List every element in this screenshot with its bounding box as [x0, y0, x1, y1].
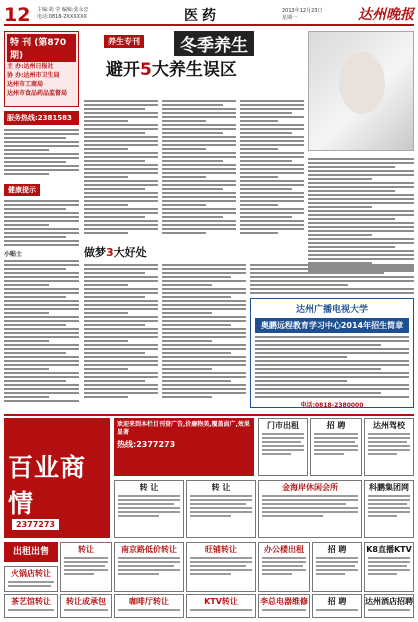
article-column	[162, 98, 236, 236]
classified-ad: 门市出租	[258, 418, 308, 476]
article-column	[84, 262, 158, 400]
edit-info	[37, 7, 89, 21]
section-title: 医药	[184, 8, 220, 24]
classifieds-phone: 2377273	[12, 519, 59, 530]
classified-ad: 李总电器维修	[258, 594, 310, 618]
newspaper-logo: 达州晚报	[358, 7, 414, 23]
sub-heading: 小贴士	[4, 251, 23, 258]
classified-ad: 南京路低价转让	[114, 542, 184, 592]
date-line: 2013年12月23日	[282, 8, 323, 14]
masthead	[4, 4, 414, 26]
classified-ad: 科鹏集团网	[364, 480, 414, 538]
organizer-line: 达州市工商局	[7, 81, 44, 88]
classifieds-section	[4, 414, 414, 618]
special-edition-box	[4, 31, 79, 107]
classified-ad: 达州酒店招聘	[364, 594, 414, 618]
main-headline: 避开5大养生误区	[106, 60, 237, 80]
service-hotline: 服务热线:2381583	[4, 111, 79, 125]
page-number: 12	[4, 4, 31, 26]
classifieds-title: 百业商情	[8, 453, 87, 518]
ad-phone: 电话:0818-2380000	[300, 402, 364, 409]
ad-title: 达州广播电视大学	[295, 305, 368, 315]
promo-box	[114, 418, 254, 476]
promo-phone: 热线:2377273	[117, 440, 176, 449]
rent-sale-tag: 出租出售	[4, 542, 58, 562]
classified-ad: 旺铺转让	[186, 542, 256, 592]
classified-ad: 招 聘	[310, 418, 362, 476]
edit-info-line: 主编:胡 莹 编辑:张永忠	[37, 7, 89, 13]
column-tag: 养生专刊	[104, 35, 144, 48]
classified-ad: 转让或承包	[60, 594, 112, 618]
organizer-line: 达州市食品药品监督局	[7, 90, 68, 97]
classified-ad: 转让	[60, 542, 112, 592]
classified-ad: 转 让	[114, 480, 184, 538]
classified-ad: 茶艺馆转让	[4, 594, 58, 618]
article-column	[308, 156, 414, 274]
classified-ad: 转 让	[186, 480, 256, 538]
classified-ad: 达州驾校	[364, 418, 414, 476]
classified-ad: 金海岸休闲会所	[258, 480, 362, 538]
second-headline: 做梦3大好处	[84, 246, 147, 259]
organizer-line: 主 办:达州日报社	[7, 63, 54, 70]
classified-ad: 咖啡厅转让	[114, 594, 184, 618]
feature-headline	[84, 31, 324, 80]
organizer-line: 协 办:达州市卫生局	[7, 72, 60, 79]
classified-ad: KTV转让	[186, 594, 256, 618]
article-column	[162, 262, 246, 400]
health-tips-tag: 健康提示	[4, 184, 40, 196]
edit-info-line: 电话:0818-2XXXXXX	[37, 14, 87, 20]
weekday-line: 星期一	[282, 15, 298, 21]
classified-ad: 办公楼出租	[258, 542, 310, 592]
article-text	[4, 200, 79, 402]
promo-text: 欢迎来到本栏目刊登广告,价廉物美,覆盖面广,效果显著	[117, 421, 250, 436]
date-info	[282, 8, 322, 22]
classifieds-banner	[4, 418, 110, 538]
article-column	[84, 98, 158, 236]
article-column	[240, 98, 304, 236]
woman-photo	[308, 31, 414, 151]
tv-university-ad	[250, 298, 414, 408]
classified-ad: 招 聘	[312, 542, 362, 592]
special-edition-title: 特 刊 (第870期)	[7, 34, 76, 62]
left-column	[4, 31, 79, 411]
article-column	[250, 262, 414, 296]
article-text	[4, 129, 79, 175]
classified-ad: K8直播KTV	[364, 542, 414, 592]
ad-banner: 奥鹏远程教育学习中心2014年招生简章	[255, 318, 409, 333]
classified-ad: 火锅店转让	[4, 566, 58, 592]
classified-ad: 招 聘	[312, 594, 362, 618]
kicker-title: 冬季养生	[174, 31, 254, 56]
